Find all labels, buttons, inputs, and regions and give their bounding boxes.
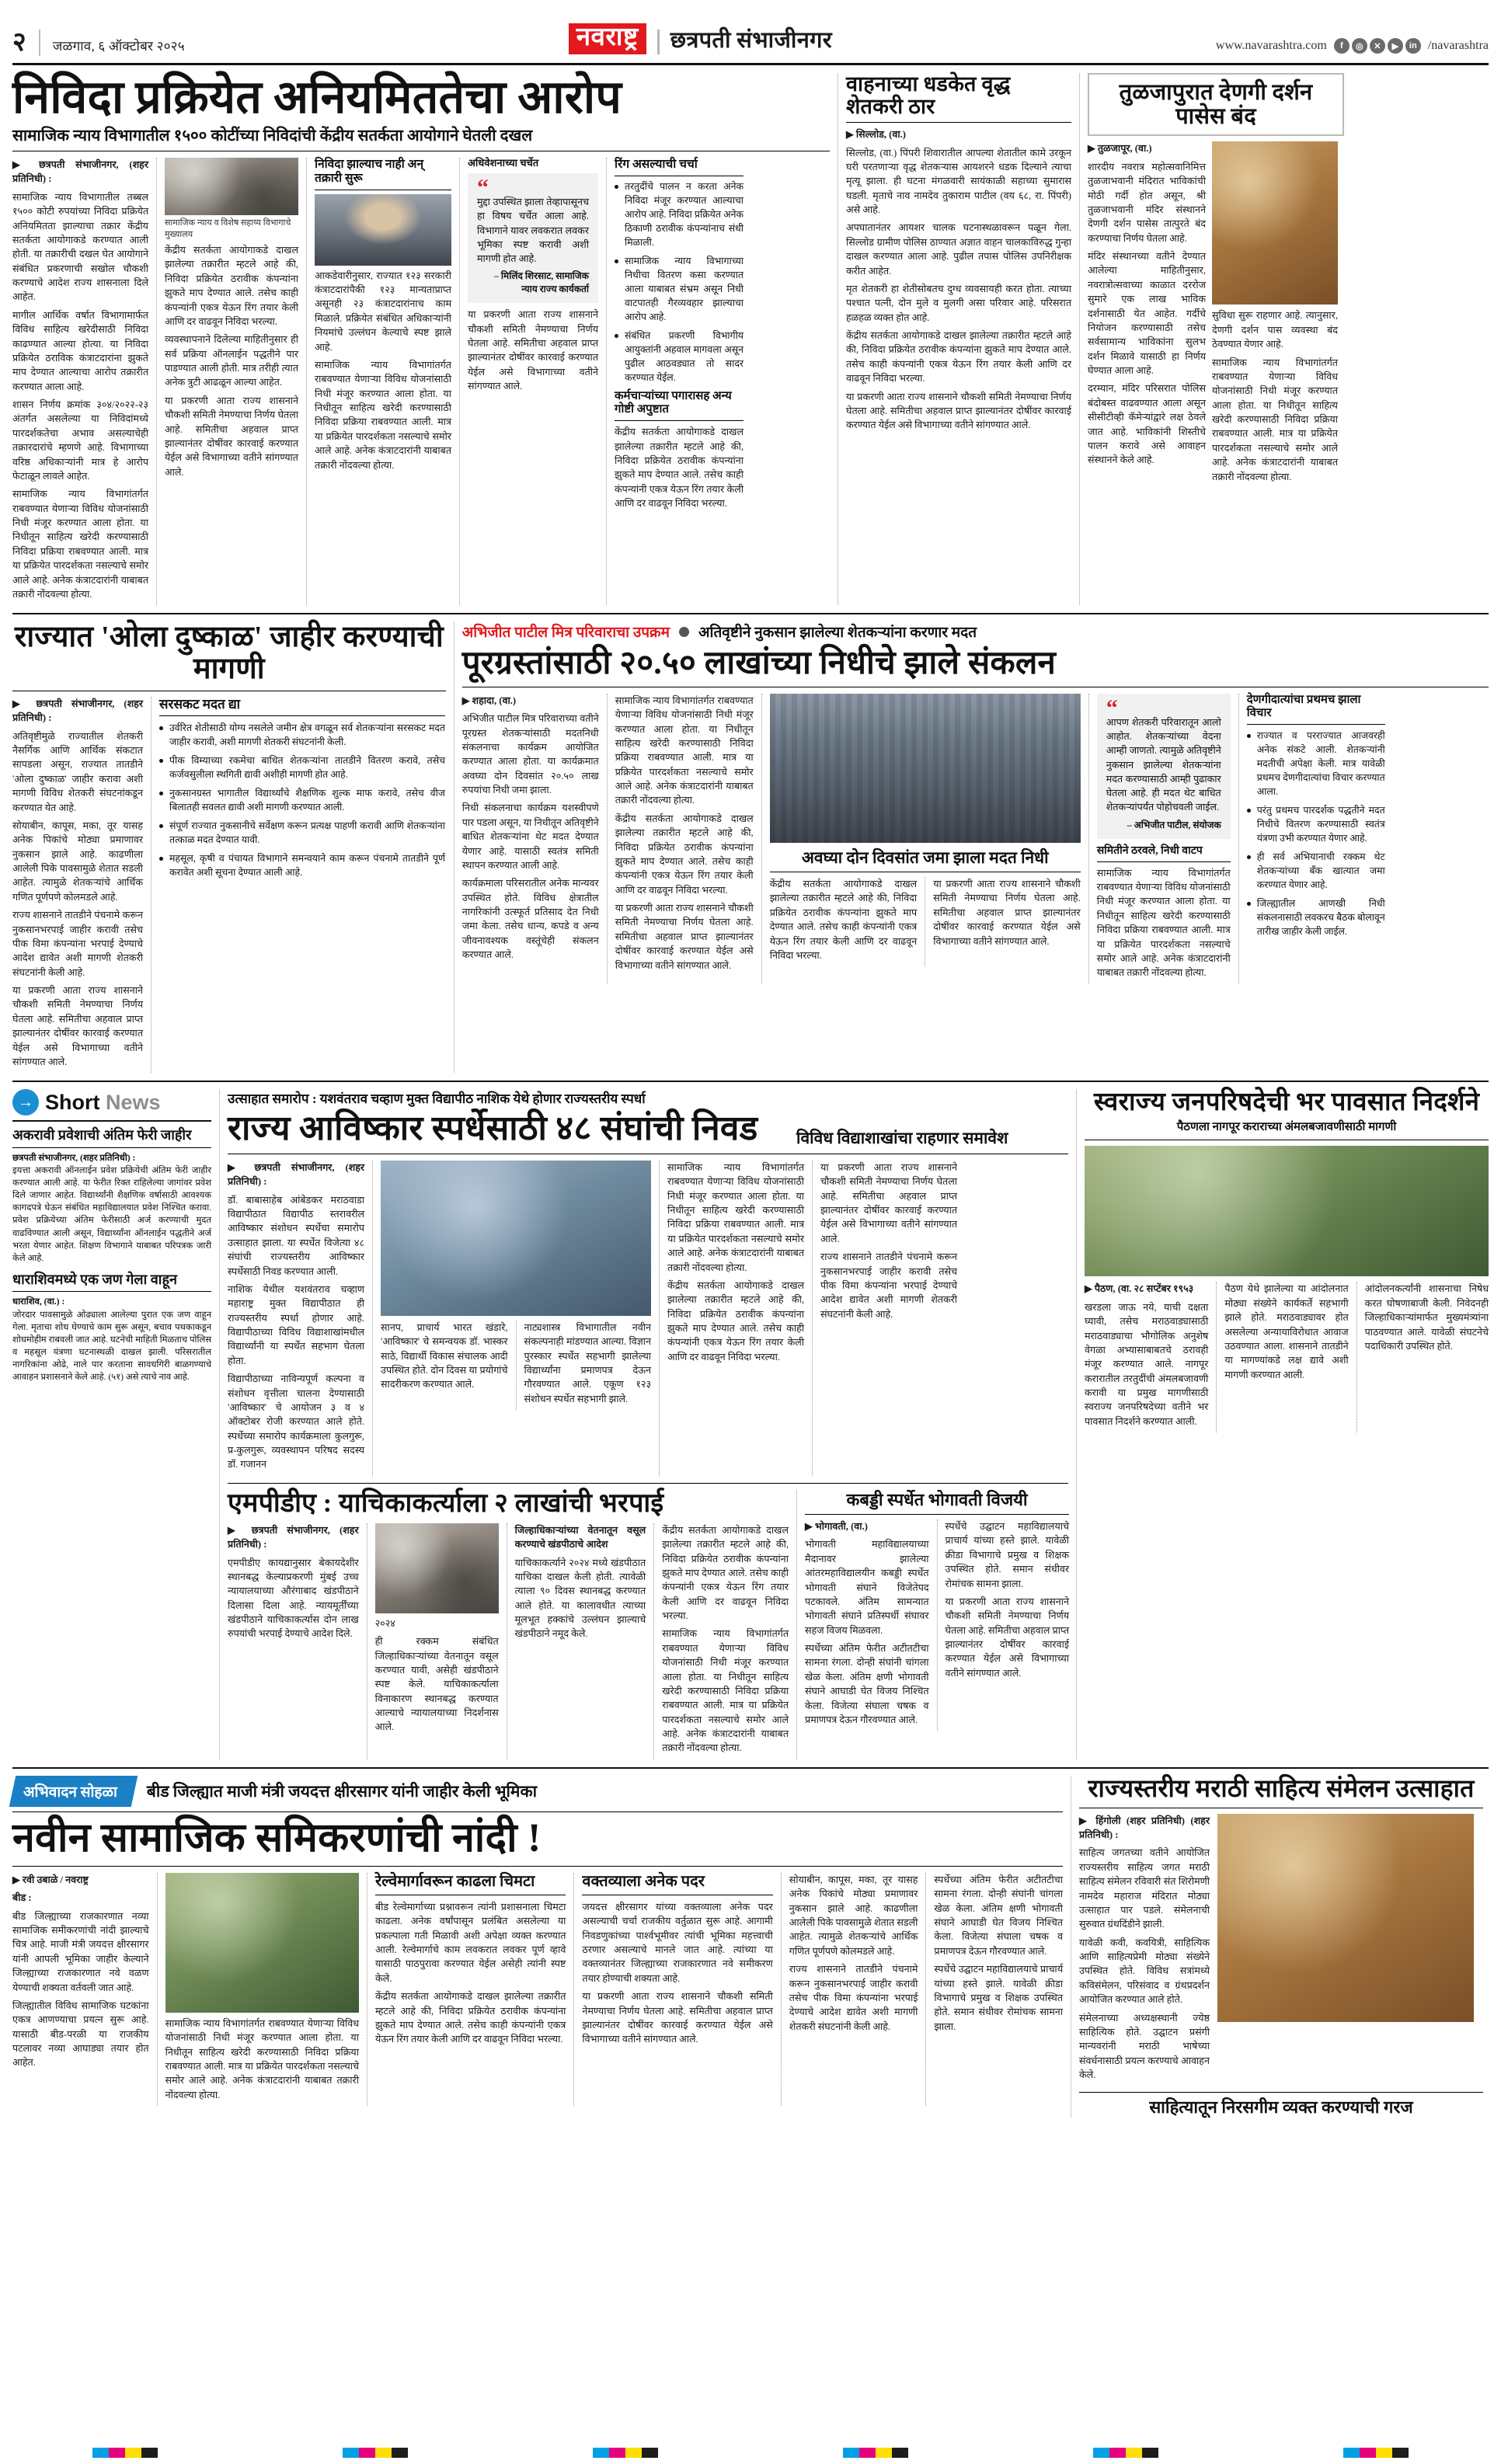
mpda-col4-a: केंद्रीय सतर्कता आयोगाकडे दाखल झालेल्या तक्रारीत म्हटले आहे की, निविदा प्रक्रियेत ठरावीक कंपन्यांना झुकते माप देण्यात आले. तसेच काही कंपन्यांनी एकत्र येऊन रिंग तयार केली आणि दर वाढवून निविदा भरल्या. xyxy=(662,1524,789,1622)
linkedin-icon[interactable]: in xyxy=(1405,38,1421,54)
color-bar-group-1 xyxy=(92,2448,158,2458)
abhivadan-col-4 xyxy=(582,1873,772,2106)
flood-col2-b: केंद्रीय सतर्कता आयोगाकडे दाखल झालेल्या तक्रारीत म्हटले आहे की, निविदा प्रक्रियेत ठरावीक कंपन्यांना झुकते माप देण्यात आले. तसेच काही कंपन्यांनी एकत्र येऊन रिंग तयार केली आणि दर वाढवून निविदा भरल्या. xyxy=(615,813,754,896)
flood-col3-a: केंद्रीय सतर्कता आयोगाकडे दाखल झालेल्या तक्रारीत म्हटले आहे की, निविदा प्रक्रियेत ठरावीक कंपन्यांना झुकते माप देण्यात आले. तसेच काही कंपन्यांनी एकत्र येऊन रिंग तयार केली आणि दर वाढवून निविदा भरल्या. xyxy=(769,879,918,961)
color-bar-group-6 xyxy=(1343,2448,1409,2458)
avishkar-photo xyxy=(381,1161,651,1316)
swarajya-headline: स्वराज्य जनपरिषदेची भर पावसात निदर्शने xyxy=(1093,1088,1480,1117)
flood-kicker-black: अतिवृष्टीने नुकसान झालेल्या शेतकऱ्यांना करणार मदत xyxy=(698,625,977,642)
facebook-icon[interactable]: f xyxy=(1334,38,1350,54)
kicker-dot-icon xyxy=(679,627,689,637)
mpda-photo xyxy=(375,1523,499,1613)
avishkar-col-2 xyxy=(381,1161,651,1476)
sahitya-photo xyxy=(1217,1814,1474,2022)
swarajya-body-3: आंदोलनकर्त्यांनी शासनाचा निषेध करत घोषणाबाजी केली. निवेदनही जिल्हाधिकाऱ्यांमार्फत मुख्यमंत्र्यांना पाठवण्यात आले. यावेळी संघटनेचे पदाधिकारी उपस्थित होते. xyxy=(1364,1283,1489,1352)
kabaddi-body-4: या प्रकरणी आता राज्य शासनाने चौकशी समिती नेमण्याचा निर्णय घेतला आहे. समितीचा अहवाल प्राप्त झाल्यानंतर दोषींवर कारवाई करण्यात येईल असे विभागाच्या वतीने सांगण्यात आले. xyxy=(945,1596,1070,1679)
masthead-divider xyxy=(39,30,40,56)
lead-col5-text: केंद्रीय सतर्कता आयोगाकडे दाखल झालेल्या तक्रारीत म्हटले आहे की, निविदा प्रक्रियेत ठरावीक कंपन्यांना झुकते माप देण्यात आले. तसेच काही कंपन्यांनी एकत्र येऊन रिंग तयार केली आणि दर वाढवून निविदा भरल्या. xyxy=(615,426,744,510)
wet-drought-body-2: सोयाबीन, कापूस, मका, तूर यासह अनेक पिकांचे मोठ्या प्रमाणावर नुकसान झाले आहे. काढणीला आलेली पिके पावसामुळे शेतात सडली आहेत. त्यामुळे शेतकऱ्यांचे आर्थिक गणित पूर्णपणे कोलमडले आहे. xyxy=(12,820,143,903)
swarajya-col-3 xyxy=(1365,1282,1489,1432)
abhivadan-sub-1: रेल्वेमार्गावरून काढला चिमटा xyxy=(374,1872,535,1890)
swarajya-story xyxy=(1085,1089,1489,1759)
flood-photo-caption: अवघ्या दोन दिवसांत जमा झाला मदत निधी xyxy=(801,847,1049,867)
mpda-col-4 xyxy=(662,1523,789,1759)
short-news-flag xyxy=(12,1089,211,1115)
lead-col2-text: केंद्रीय सतर्कता आयोगाकडे दाखल झालेल्या तक्रारीत म्हटले आहे की, निविदा प्रक्रियेत ठरावीक कंपन्यांना झुकते माप देण्यात आले. तसेच काही कंपन्यांनी एकत्र येऊन रिंग तयार केली आणि दर वाढवून निविदा भरल्या. xyxy=(165,245,298,327)
flood-col2-a: सामाजिक न्याय विभागांतर्गत राबवण्यात येणाऱ्या विविध योजनांसाठी निधी मंजूर करण्यात आला होता. या निधीतून साहित्य खरेदी करण्यासाठी निविदा प्रक्रिया राबवण्यात आली. मात्र या प्रक्रियेत पारदर्शकता नसल्याचे समोर आले आहे. अनेक कंत्राटदारांनी याबाबत तक्रारी नोंदवल्या होत्या. xyxy=(615,694,754,806)
top-mid-body-5: या प्रकरणी आता राज्य शासनाने चौकशी समिती नेमण्याचा निर्णय घेतला आहे. समितीचा अहवाल प्राप्त झाल्यानंतर दोषींवर कारवाई करण्यात येईल असे विभागाच्या वतीने सांगण्यात आले. xyxy=(846,391,1071,431)
lead-photo-caption: सामाजिक न्याय व विशेष सहाय्य विभागाचे मुख्यालय xyxy=(165,218,291,240)
top-right-photo xyxy=(1212,141,1338,305)
avishkar-col-3 xyxy=(667,1161,804,1476)
abhivadan-col6-b: स्पर्धेचे उद्घाटन महाविद्यालयाचे प्राचार्य यांच्या हस्ते झाले. यावेळी क्रीडा विभागाचे प्रमुख व शिक्षक उपस्थित होते. समान संधीवर रोमांचक सामना झाला. xyxy=(934,1964,1064,2032)
short-news-text-1: इयत्ता अकरावी ऑनलाईन प्रवेश प्रक्रियेची अंतिम फेरी जाहीर करण्यात आली आहे. या फेरीत रिक्त राहिलेल्या जागांवर प्रवेश दिले जाणार आहेत. विद्यार्थ्यांनी शैक्षणिक वर्षासाठी आवश्यक कागदपत्रे घेऊन संबंधित महाविद्यालयात प्रवेश निश्चित करावा. प्रवेश प्रक्रियेच्या अंतिम फेरीसाठी अर्ज करण्याची मुदत वाढविण्यात आली असून, विद्यार्थ्यांना ऑनलाईन पद्धतीने अर्ज भरता येणार आहेत. शिक्षण विभागाने याबाबत परिपत्रक जारी केले आहे. xyxy=(12,1166,212,1263)
mpda-col-2 xyxy=(375,1523,499,1759)
lead-column-2 xyxy=(165,158,298,605)
lead-subhead-4: अधिवेशनाच्या चर्चेत xyxy=(468,157,539,169)
mpda-col-3 xyxy=(515,1523,646,1759)
lead-body-3: शासन निर्णय क्रमांक ३०४/२०२२-२३ अंतर्गत असलेल्या या निविदांमध्ये पारदर्शकतेचा अभाव असल्याचेही तक्रारदारांचे म्हणणे आहे. विभागाच्या वरिष्ठ अधिकाऱ्यांनी मात्र हे आरोप फेटाळून लावले आहेत. xyxy=(12,399,148,482)
top-mid-body-2: अपघातानंतर आयशर चालक घटनास्थळावरून पळून गेला. सिल्लोड ग्रामीण पोलिस ठाण्यात अज्ञात वाहन चालकाविरुद्ध गुन्हा दाखल करण्यात आला आहे. पुढील तपास पोलिस उपनिरीक्षक करीत आहेत. xyxy=(846,222,1071,277)
avishkar-byline: ▶ छत्रपती संभाजीनगर, (शहर प्रतिनिधी) : xyxy=(228,1161,365,1188)
wet-drought-byline: ▶ छत्रपती संभाजीनगर, (शहर प्रतिनिधी) : xyxy=(12,698,143,724)
avishkar-col4-a: या प्रकरणी आता राज्य शासनाने चौकशी समिती नेमण्याचा निर्णय घेतला आहे. समितीचा अहवाल प्राप्त झाल्यानंतर दोषींवर कारवाई करण्यात येईल असे विभागाच्या वतीने सांगण्यात आले. xyxy=(820,1161,958,1244)
edition-name: छत्रपती संभाजीनगर xyxy=(670,28,832,53)
quote-mark-icon-2: “ xyxy=(1106,694,1118,721)
lead-ring-bullet-2: सामाजिक न्याय विभागाच्या निधीचा वितरण कसा करण्यात आला याबाबत संभ्रम असून निधी वाटपातही गैरव्यवहार झाल्याचा आरोप आहे. xyxy=(615,255,744,325)
avishkar-col3-a: सामाजिक न्याय विभागांतर्गत राबवण्यात येणाऱ्या विविध योजनांसाठी निधी मंजूर करण्यात आला होता. या निधीतून साहित्य खरेदी करण्यासाठी निविदा प्रक्रिया राबवण्यात आली. मात्र या प्रक्रियेत पारदर्शकता नसल्याचे समोर आले आहे. अनेक कंत्राटदारांनी याबाबत तक्रारी नोंदवल्या होत्या. xyxy=(667,1161,805,1273)
mpda-story xyxy=(228,1490,789,1759)
swarajya-col-1 xyxy=(1085,1282,1208,1432)
social-icons xyxy=(1334,38,1421,54)
avishkar-body-1: डॉ. बाबासाहेब आंबेडकर मराठवाडा विद्यापीठात विद्यापीठ स्तरावरील आविष्कार संशोधन स्पर्धेचा समारोप उत्साहात झाला. या स्पर्धेत विजेत्या ४८ संघांची राज्यस्तरीय आविष्कार स्पर्धेसाठी निवड करण्यात आली. xyxy=(228,1194,365,1277)
middle-section xyxy=(12,621,1489,1073)
top-right-headline: तुळजापुरात देणगी दर्शन पासेस बंद xyxy=(1119,80,1313,129)
mpda-photo-caption: २०२४ xyxy=(374,1617,395,1629)
top-right-body-4: सामाजिक न्याय विभागांतर्गत राबवण्यात येणाऱ्या विविध योजनांसाठी निधी मंजूर करण्यात आला होता. या निधीतून साहित्य खरेदी करण्यासाठी निविदा प्रक्रिया राबवण्यात आली. मात्र या प्रक्रियेत पारदर्शकता नसल्याचे समोर आले आहे. अनेक कंत्राटदारांनी याबाबत तक्रारी नोंदवल्या होत्या. xyxy=(1212,357,1338,482)
wet-drought-subhead: सरसकट मदत द्या xyxy=(159,696,241,712)
lead-portrait-photo xyxy=(315,194,451,266)
swarajya-col-2 xyxy=(1224,1282,1348,1432)
abhivadan-body-1: बीड जिल्ह्याच्या राजकारणात नव्या सामाजिक समीकरणांची नांदी झाल्याचे चित्र आहे. माजी मंत्री जयदत्त क्षीरसागर यांनी आपली भूमिका जाहीर केल्याने जिल्ह्याच्या राजकारणात नवे वळण येण्याची शक्यता वर्तवली जात आहे. xyxy=(12,1910,149,1993)
top-right-caption: सुविधा सुरू राहणार आहे. त्यानुसार, देणगी दर्शन पास व्यवस्था बंद ठेवण्यात येणार आहे. xyxy=(1212,310,1338,350)
kabaddi-headline: कबड्डी स्पर्धेत भोगावती विजयी xyxy=(846,1489,1028,1509)
sahitya-col-1 xyxy=(1079,1814,1210,2086)
wet-drought-col-2 xyxy=(159,697,445,1073)
flood-col-5 xyxy=(1247,694,1385,984)
flood-sub1-bullet-3: ही सर्व अभियानाची रक्कम थेट शेतकऱ्यांच्या बँक खात्यात जमा करण्यात येणार आहे. xyxy=(1247,851,1385,893)
flood-sub1-bullets xyxy=(1247,729,1385,939)
top-right-body-3: दरम्यान, मंदिर परिसरात पोलिस बंदोबस्त वाढवण्यात आला असून सीसीटीव्ही कॅमेऱ्यांद्वारे लक्ष ठेवले जात आहे. भाविकांनी शिस्तीचे पालन करावे असे आवाहन संस्थानने केले आहे. xyxy=(1088,383,1206,466)
short-news-column xyxy=(12,1089,211,1759)
abhivadan-badge-label: अभिवादन सोहळा xyxy=(23,1784,117,1801)
section-rule-2 xyxy=(12,1081,1489,1082)
flood-photo xyxy=(770,694,1081,843)
wet-drought-col-1 xyxy=(12,697,143,1073)
flood-sub1-bullet-1: राज्यात व परराज्यात आजवरही अनेक संकटे आली. शेतकऱ्यांनी मदतीची अपेक्षा केली. मात्र यावेळी प्रथमच देणगीदात्यांचा विचार करण्यात आला. xyxy=(1247,729,1385,799)
top-right-col-2 xyxy=(1212,141,1338,488)
lead-column-5 xyxy=(615,158,744,605)
lead-ring-bullet-3: संबंधित प्रकरणी विभागीय आयुक्तांनी अहवाल मागवला असून पुढील आठवड्यात तो सादर करण्यात येईल. xyxy=(615,329,744,385)
social-handle[interactable]: /navarashtra xyxy=(1427,39,1489,52)
abhivadan-badge xyxy=(9,1776,138,1807)
wet-drought-body-4: या प्रकरणी आता राज्य शासनाने चौकशी समिती नेमण्याचा निर्णय घेतला आहे. समितीचा अहवाल प्राप्त झाल्यानंतर दोषींवर कारवाई करण्यात येईल असे विभागाच्या वतीने सांगण्यात आले. xyxy=(12,985,143,1067)
third-vertical-rule-1 xyxy=(219,1089,220,1759)
x-twitter-icon[interactable]: ✕ xyxy=(1370,38,1385,54)
kabaddi-byline: ▶ भोगावती, (वा.) xyxy=(805,1521,868,1533)
wet-drought-bullets xyxy=(159,722,445,880)
flood-kicker-red: अभिजीत पाटील मित्र परिवाराचा उपक्रम xyxy=(461,625,670,642)
masthead-left xyxy=(12,30,185,56)
lead-subtext-1b: सामाजिक न्याय विभागांतर्गत राबवण्यात येणाऱ्या विविध योजनांसाठी निधी मंजूर करण्यात आला होता. या निधीतून साहित्य खरेदी करण्यासाठी निविदा प्रक्रिया राबवण्यात आली. मात्र या प्रक्रियेत पारदर्शकता नसल्याचे समोर आले आहे. अनेक कंत्राटदारांनी याबाबत तक्रारी नोंदवल्या होत्या. xyxy=(315,359,451,471)
abhivadan-story xyxy=(12,1776,1063,2118)
swarajya-body-2: पैठण येथे झालेल्या या आंदोलनात मोठ्या संख्येने कार्यकर्ते सहभागी झाले होते. मराठवाड्यावर होत असलेल्या अन्यायाविरोधात आवाज उठवण्यात आला. शासनाने तातडीने या मागण्यांकडे लक्ष द्यावे अशी मागणी करण्यात आली. xyxy=(1224,1283,1349,1380)
flood-sub2: समितीने ठरवले, निधी वाटप xyxy=(1096,844,1203,857)
short-news-head-1: अकरावी प्रवेशाची अंतिम फेरी जाहीर xyxy=(12,1127,192,1143)
flood-body-3: कार्यक्रमाला परिसरातील अनेक मान्यवर उपस्थित होते. विविध क्षेत्रातील नागरिकांनी उत्स्फूर्त प्रतिसाद देत निधी जमा केला. तसेच धान्य, कपडे व अन्य जीवनावश्यक वस्तूंचेही संकलन करण्यात आले. xyxy=(461,878,599,961)
short-news-byline-2: धाराशिव, (वा.) : xyxy=(12,1297,65,1307)
avishkar-story xyxy=(228,1089,1068,1759)
mpda-sub: जिल्हाधिकाऱ्यांच्या वेतनातून वसूल करण्याचे खंडपीठाचे आदेश xyxy=(514,1524,646,1550)
wet-drought-headline: राज्यात 'ओला दुष्काळ' जाहीर करण्याची मागणी xyxy=(14,621,444,685)
short-news-byline-1: छत्रपती संभाजीनगर, (शहर प्रतिनिधी) : xyxy=(12,1153,136,1163)
avishkar-headline: राज्य आविष्कार स्पर्धेसाठी ४८ संघांची निवड xyxy=(228,1109,758,1148)
avishkar-body-5: नाट्यशास्त्र विभागातील नवीन संकल्पनाही मांडण्यात आल्या. विज्ञान पुरस्कार स्पर्धेत सहभागी झालेल्या विद्यार्थ्यांना प्रमाणपत्र देऊन गौरवण्यात आले. एकूण १२३ संशोधन स्पर्धेत सहभागी झाले. xyxy=(524,1321,652,1404)
masthead-right xyxy=(1216,38,1489,56)
lead-col1-extra: सामाजिक न्याय विभागांतर्गत राबवण्यात येणाऱ्या विविध योजनांसाठी निधी मंजूर करण्यात आला होता. या निधीतून साहित्य खरेदी करण्यासाठी निविदा प्रक्रिया राबवण्यात आली. मात्र या प्रक्रियेत पारदर्शकता नसल्याचे समोर आले आहे. अनेक कंत्राटदारांनी याबाबत तक्रारी नोंदवल्या होत्या. xyxy=(12,489,148,600)
lead-subhead-1: निविदा झाल्याच नाही अन् तक्रारी सुरू xyxy=(315,158,424,185)
top-vertical-rule-2 xyxy=(1079,73,1080,605)
abhivadan-byline: ▶ रवी उबाळे / नवराष्ट्र xyxy=(12,1874,89,1885)
wet-drought-bullet-3: नुकसानग्रस्त भागातील विद्यार्थ्यांचे शैक्षणिक शुल्क माफ करावे, तसेच वीज बिलातही सवलत द्यावी अशी मागणी करण्यात आली. xyxy=(159,787,445,815)
quote-mark-icon: “ xyxy=(477,175,489,201)
sahitya-footer-head: साहित्यातून निरसगीम व्यक्त करण्याची गरज xyxy=(1149,2097,1413,2118)
mpda-body-2: ही रक्कम संबंधित जिल्हाधिकाऱ्यांच्या वेतनातून वसूल करण्यात यावी, असेही खंडपीठाने स्पष्ट केले. याचिकाकर्त्याला विनाकारण स्थानबद्ध करण्यात आल्याचे न्यायालयाच्या निदर्शनास आले. xyxy=(374,1636,499,1733)
color-bar-group-2 xyxy=(343,2448,408,2458)
kabaddi-col-2 xyxy=(946,1519,1070,1731)
lead-strap: सामाजिक न्याय विभागातील १५०० कोटींच्या निविदांची केंद्रीय सतर्कता आयोगाने घेतली दखल xyxy=(12,127,533,144)
lead-byline: ▶ छत्रपती संभाजीनगर, (शहर प्रतिनिधी) : xyxy=(12,159,148,185)
sahitya-body-2: यावेळी कवी, कवयित्री, साहित्यिक आणि साहित्यप्रेमी मोठ्या संख्येने उपस्थित होते. विविध सत्रांमध्ये कविसंमेलन, परिसंवाद व ग्रंथप्रदर्शन आयोजित करण्यात आले होते. xyxy=(1079,1937,1210,2006)
mpda-body-3: याचिकाकर्त्याने २०२४ मध्ये खंडपीठात याचिका दाखल केली होती. त्यावेळी त्याला ९० दिवस स्थानबद्ध करण्यात आले होते. या कालावधीत त्याच्या मूलभूत हक्कांचे उल्लंघन झाल्याचे खंडपीठाने नमूद केले. xyxy=(514,1557,646,1640)
avishkar-col-1 xyxy=(228,1161,364,1476)
abhivadan-col4-extra: या प्रकरणी आता राज्य शासनाने चौकशी समिती नेमण्याचा निर्णय घेतला आहे. समितीचा अहवाल प्राप्त झाल्यानंतर दोषींवर कारवाई करण्यात येईल असे विभागाच्या वतीने सांगण्यात आले. xyxy=(582,1991,773,2045)
color-bar-group-4 xyxy=(843,2448,908,2458)
flood-quote-text: आपण शेतकरी परिवारातून आलो आहोत. शेतकऱ्यांच्या वेदना आम्ही जाणतो. त्यामुळे अतिवृष्टीने नुकसान झालेल्या शेतकऱ्यांना मदत करण्यासाठी आम्ही पुढाकार घेतला आहे. ही मदत थेट बाधित शेतकऱ्यांपर्यंत पोहोचवली जाईल. xyxy=(1106,716,1221,813)
wet-drought-bullet-1: उर्वरित शेतीसाठी योग्य नसलेले जमीन क्षेत्र वगळून सर्व शेतकऱ्यांना सरसकट मदत जाहीर करावी, अशी मागणी शेतकरी संघटनांनी केली. xyxy=(159,722,445,750)
flood-sub1: देणगीदात्यांचा प्रथमच झाला विचार xyxy=(1246,693,1361,720)
kabaddi-body-3: स्पर्धेचे उद्घाटन महाविद्यालयाचे प्राचार्य यांच्या हस्ते झाले. यावेळी क्रीडा विभागाचे प्रमुख व शिक्षक उपस्थित होते. समान संधीवर रोमांचक सामना झाला. xyxy=(945,1521,1070,1589)
short-news-head-2: धाराशिवमध्ये एक जण गेला वाहून xyxy=(12,1271,178,1287)
dateline: जळगाव, ६ ऑक्टोबर २०२५ xyxy=(52,39,185,54)
flood-sub1-bullet-4: जिल्ह्यातील आणखी निधी संकलनासाठी लवकरच बैठक बोलावून तारीख जाहीर केली जाईल. xyxy=(1247,897,1385,939)
lead-col4-text: या प्रकरणी आता राज्य शासनाने चौकशी समिती नेमण्याचा निर्णय घेतला आहे. समितीचा अहवाल प्राप्त झाल्यानंतर दोषींवर कारवाई करण्यात येईल असे विभागाच्या वतीने सांगण्यात आले. xyxy=(468,309,598,392)
abhivadan-col-6 xyxy=(934,1873,1063,2106)
flood-col3-b: या प्रकरणी आता राज्य शासनाने चौकशी समिती नेमण्याचा निर्णय घेतला आहे. समितीचा अहवाल प्राप्त झाल्यानंतर दोषींवर कारवाई करण्यात येईल असे विभागाच्या वतीने सांगण्यात आले. xyxy=(933,879,1081,947)
brand-separator xyxy=(657,30,660,54)
flood-body-2: निधी संकलनाचा कार्यक्रम यशस्वीपणे पार पडला असून, या निधीतून अतिवृष्टीने बाधित शेतकऱ्यांना थेट मदत देण्यात येणार आहे. यासाठी स्वतंत्र समिती स्थापन करण्यात आली आहे. xyxy=(461,802,599,871)
lead-quote-attr: – मिलिंद शिरसाट, सामाजिक न्याय राज्य कार्यकर्ता xyxy=(493,270,589,295)
flood-headline: पूरग्रस्तांसाठी २०.५० लाखांच्या निधीचे झाले संकलन xyxy=(461,646,1057,682)
lead-quote-box xyxy=(468,173,598,303)
top-section xyxy=(12,73,1489,605)
bottom-section xyxy=(12,1773,1489,2118)
lead-column-3 xyxy=(315,158,451,605)
short-news-body-2 xyxy=(12,1296,211,1383)
sahitya-story xyxy=(1079,1773,1483,2118)
abhivadan-byline-2: बीड : xyxy=(12,1892,32,1904)
flood-col-4 xyxy=(1097,694,1231,984)
lead-column-1 xyxy=(12,158,148,605)
top-mid-body xyxy=(846,127,1071,433)
lead-subhead-3: कर्मचाऱ्यांच्या पगारासह अन्य गोष्टी अपुष्टात xyxy=(615,389,732,416)
section-rule-3 xyxy=(12,1767,1489,1769)
mpda-byline: ▶ छत्रपती संभाजीनगर, (शहर प्रतिनिधी) : xyxy=(228,1524,359,1550)
wet-drought-body-1: अतिवृष्टीमुळे राज्यातील शेतकरी नैसर्गिक आणि आर्थिक संकटात सापडला असून, राज्यात तातडीने 'ओला दुष्काळ' जाहीर करावा अशी मागणी विविध शेतकरी संघटनांकडून करण्यात येत आहे. xyxy=(12,730,143,813)
website-url[interactable]: www.navarashtra.com xyxy=(1215,39,1327,52)
abhivadan-sub1-body: बीड रेल्वेमार्गाच्या प्रश्नावरून त्यांनी प्रशासनाला चिमटा काढला. अनेक वर्षांपासून प्रलंबित असलेल्या या प्रकल्पाला गती मिळावी अशी अपेक्षा व्यक्त करण्यात आली. रेल्वेमार्गाचे काम लवकरात लवकर पूर्ण व्हावे यासाठी पाठपुरावा करण्यात येईल असेही त्यांनी स्पष्ट केले. xyxy=(374,1901,566,1984)
color-registration-bars xyxy=(0,2448,1501,2458)
sahitya-col-2 xyxy=(1217,1814,1474,2086)
sahitya-body-1: साहित्य जगतच्या वतीने आयोजित राज्यस्तरीय साहित्य जगत मराठी साहित्य संमेलन रविवारी संत शिरोमणी नामदेव महाराज मंदिरात मोठ्या उत्साहात पार पडले. संमेलनाची सुरुवात ग्रंथदिंडीने झाली. xyxy=(1079,1847,1210,1930)
lead-story xyxy=(12,73,830,605)
mpda-col-1 xyxy=(228,1523,359,1759)
masthead-center xyxy=(185,23,1216,56)
page-number: २ xyxy=(12,28,26,57)
top-right-story xyxy=(1088,73,1344,605)
top-mid-body-4: केंद्रीय सतर्कता आयोगाकडे दाखल झालेल्या तक्रारीत म्हटले आहे की, निविदा प्रक्रियेत ठरावीक कंपन्यांना झुकते माप देण्यात आले. तसेच काही कंपन्यांनी एकत्र येऊन रिंग तयार केली आणि दर वाढवून निविदा भरल्या. xyxy=(846,330,1071,385)
short-news-body-1 xyxy=(12,1152,211,1265)
lead-ring-bullet-1: तरतुदींचे पालन न करता अनेक निविदा मंजूर करण्यात आल्याचा आरोप आहे. निविदा प्रक्रियेत अनेक ठिकाणी ठरावीक कंपन्यांनाच संधी मिळाली. xyxy=(615,180,744,250)
kabaddi-body-1: भोगावती महाविद्यालयाच्या मैदानावर झालेल्या आंतरमहाविद्यालयीन कबड्डी स्पर्धेत भोगावती संघाने विजेतेपद पटकावले. अंतिम सामन्यात भोगावती संघाने प्रतिस्पर्धी संघावर सहज विजय मिळवला. xyxy=(805,1539,929,1636)
abhivadan-body-2: जिल्ह्यातील विविध सामाजिक घटकांना एकत्र आणण्याचा प्रयत्न सुरू आहे. यासाठी बीड-परळी या राजकीय पटलावर नव्या आघाड्या तयार होत आहेत. xyxy=(12,1999,149,2069)
sahitya-body-3: संमेलनाच्या अध्यक्षस्थानी ज्येष्ठ साहित्यिक होते. उद्घाटन प्रसंगी मान्यवरांनी मराठी भाषेच्या संवर्धनासाठी प्रयत्न करण्याचे आवाहन केले. xyxy=(1079,2012,1210,2081)
flood-col-2 xyxy=(615,694,754,984)
flood-col2-c: या प्रकरणी आता राज्य शासनाने चौकशी समिती नेमण्याचा निर्णय घेतला आहे. समितीचा अहवाल प्राप्त झाल्यानंतर दोषींवर कारवाई करण्यात येईल असे विभागाच्या वतीने सांगण्यात आले. xyxy=(615,903,754,971)
abhivadan-sub2-body: जयदत्त क्षीरसागर यांच्या वक्तव्याला अनेक पदर असल्याची चर्चा राजकीय वर्तुळात सुरू आहे. आगामी निवडणुकांच्या पार्श्वभूमीवर त्यांची भूमिका महत्त्वाची ठरणार असल्याचे मानले जात आहे. त्यांच्या या वक्तव्यानंतर जिल्ह्याच्या राजकारणात नवे समीकरण तयार होण्याची शक्यता आहे. xyxy=(582,1901,773,1984)
flood-body-1: अभिजीत पाटील मित्र परिवाराच्या वतीने पूरग्रस्त शेतकऱ्यांसाठी मदतनिधी संकलनाचा कार्यक्रम आयोजित करण्यात आला होता. या कार्यक्रमात अवघ्या दोन दिवसांत २०.५० लाख रुपयांचा निधी जमा झाला. xyxy=(461,713,599,796)
swarajya-byline: ▶ पैठण, (वा. २८ सप्टेंबर १९५३ xyxy=(1085,1283,1194,1295)
lead-column-4 xyxy=(468,158,598,605)
top-right-headline-box xyxy=(1088,73,1344,136)
color-bar-group-3 xyxy=(593,2448,658,2458)
third-vertical-rule-2 xyxy=(1076,1089,1077,1759)
brand-logo[interactable]: नवराष्ट्र xyxy=(569,23,646,54)
mpda-headline: एमपीडीए : याचिकाकर्त्याला २ लाखांची भरपाई xyxy=(228,1488,664,1518)
avishkar-body-4: सानप, प्राचार्य भारत खंडारे, 'आविष्कार' चे समन्वयक डॉ. भास्कर साठे, विद्यार्थी विकास संचालक आदी उपस्थित होते. दोन दिवस या प्रयोगांचे सादरीकरण करण्यात आले. xyxy=(381,1321,508,1390)
top-mid-body-1: सिल्लोड, (वा.) पिंपरी शिवारातील आपल्या शेतातील कामे उरकून घरी परतणाऱ्या वृद्ध शेतकऱ्यास आयशरने धडक दिल्याने त्याचा मृत्यू झाला. ही घटना मंगळवारी सायंकाळी सहाच्या सुमारास घडली. मृताचे नाव नामदेव तुकाराम पाटील (वय ६८, रा. पिंपरी) असे आहे. xyxy=(846,147,1071,216)
sahitya-headline: राज्यस्तरीय मराठी साहित्य संमेलन उत्साहात xyxy=(1088,1773,1475,1802)
kabaddi-col-1 xyxy=(805,1519,929,1731)
top-right-col-1 xyxy=(1088,141,1206,488)
youtube-icon[interactable]: ▶ xyxy=(1388,38,1403,54)
flood-byline: ▶ शहादा, (वा.) xyxy=(461,694,517,706)
abhivadan-col6-a: स्पर्धेच्या अंतिम फेरीत अटीतटीचा सामना रंगला. दोन्ही संघांनी चांगला खेळ केला. अंतिम क्षणी भोगावती संघाने आघाडी घेत विजय निश्चित केला. विजेत्या संघाला चषक व प्रमाणपत्र देऊन गौरवण्यात आले. xyxy=(934,1874,1064,1957)
avishkar-sub-right: विविध विद्याशाखांचा राहणार समावेश xyxy=(796,1128,1008,1147)
swarajya-photo xyxy=(1085,1146,1489,1276)
top-mid-body-3: मृत शेतकरी हा शेतीसोबतच दुग्ध व्यवसायही करत होता. त्याच्या पश्चात पत्नी, दोन मुले व मुलगी असा परिवार आहे. परिसरात हळहळ व्यक्त होत आहे. xyxy=(846,283,1071,323)
flood-col4-text: सामाजिक न्याय विभागांतर्गत राबवण्यात येणाऱ्या विविध योजनांसाठी निधी मंजूर करण्यात आला होता. या निधीतून साहित्य खरेदी करण्यासाठी निविदा प्रक्रिया राबवण्यात आली. मात्र या प्रक्रियेत पारदर्शकता नसल्याचे समोर आले आहे. अनेक कंत्राटदारांनी याबाबत तक्रारी नोंदवल्या होत्या. xyxy=(1096,867,1231,979)
lead-headline: निविदा प्रक्रियेत अनियमिततेचा आरोप xyxy=(12,71,622,123)
top-right-body-2: मंदिर संस्थानच्या वतीने देण्यात आलेल्या माहितीनुसार, नवरात्रोत्सवाच्या काळात दररोज सुमारे एक लाख भाविक दर्शनासाठी येत आहेत. गर्दीचे नियोजन करण्यासाठी तसेच सर्वसामान्य भाविकांना सुलभ दर्शन मिळावे यासाठी हा निर्णय घेण्यात आला आहे. xyxy=(1088,251,1206,377)
wet-drought-story xyxy=(12,621,446,1073)
abhivadan-headline: नवीन सामाजिक समिकरणांची नांदी ! xyxy=(12,1815,542,1860)
lead-col2-text-b: व्यवस्थापनाने दिलेल्या माहितीनुसार ही सर्व प्रक्रिया ऑनलाईन पद्धतीने पार पाडण्यात आली होती. मात्र तरीही त्यात अनेक त्रुटी आढळून आल्या आहेत. xyxy=(165,334,298,388)
avishkar-body-2: नाशिक येथील यशवंतराव चव्हाण महाराष्ट्र मुक्त विद्यापीठात ही राज्यस्तरीय स्पर्धा होणार आहे. विद्यापीठाच्या विविध विद्याशाखांमधील विद्यार्थ्यांनी या स्पर्धेत सहभाग घेतला होता. xyxy=(228,1283,365,1366)
flood-quote-box xyxy=(1097,694,1231,839)
masthead xyxy=(12,14,1489,59)
abhivadan-col-2 xyxy=(165,1873,359,2106)
abhivadan-col2-text: सामाजिक न्याय विभागांतर्गत राबवण्यात येणाऱ्या विविध योजनांसाठी निधी मंजूर करण्यात आला होता. या निधीतून साहित्य खरेदी करण्यासाठी निविदा प्रक्रिया राबवण्यात आली. मात्र या प्रक्रियेत पारदर्शकता नसल्याचे समोर आले आहे. अनेक कंत्राटदारांनी याबाबत तक्रारी नोंदवल्या होत्या. xyxy=(165,2017,359,2100)
mpda-body-1: एमपीडीए कायद्यानुसार बेकायदेशीर स्थानबद्ध केल्याप्रकरणी मुंबई उच्च न्यायालयाच्या औरंगाबाद खंडपीठाने दिलासा दिला आहे. न्यायमूर्तींच्या खंडपीठाने याचिकाकर्त्यास दोन लाख रुपयांची भरपाई देण्याचे आदेश दिले. xyxy=(228,1557,359,1640)
sahitya-byline: ▶ हिंगोली (शहर प्रतिनिधी) (शहर प्रतिनिधी) : xyxy=(1079,1815,1210,1841)
abhivadan-col-5 xyxy=(789,1873,918,2106)
flood-col-1 xyxy=(462,694,599,984)
lead-subhead-2: रिंग असल्याची चर्चा xyxy=(615,158,698,172)
lead-body-1: सामाजिक न्याय विभागातील तब्बल १५०० कोटी रुपयांच्या निविदा प्रक्रियेत अनियमितता झाल्याचा तक्रार केंद्रीय सतर्कता आयोगाकडे करण्यात आली होती. या तक्रारीची दखल घेत आयोगाने संबंधित प्रकरणाची सखोल चौकशी करण्याचे आदेश राज्य शासनाला दिले आहेत. xyxy=(12,191,148,303)
top-mid-headline: वाहनाच्या धडकेत वृद्ध शेतकरी ठार xyxy=(846,72,1011,118)
abhivadan-col5-b: राज्य शासनाने तातडीने पंचनामे करून नुकसानभरपाई जाहीर करावी तसेच पीक विमा कंपन्यांना भरपाई देण्याचे आदेश द्यावेत अशी मागणी शेतकरी संघटनांनी केली आहे. xyxy=(789,1964,918,2032)
top-right-byline: ▶ तुळजापूर, (वा.) xyxy=(1088,143,1152,155)
avishkar-col-4 xyxy=(820,1161,957,1476)
abhivadan-photo xyxy=(165,1873,359,2013)
top-middle-story xyxy=(846,73,1071,605)
color-bar-group-5 xyxy=(1093,2448,1158,2458)
abhivadan-col-3 xyxy=(375,1873,566,2106)
avishkar-col3-b: केंद्रीय सतर्कता आयोगाकडे दाखल झालेल्या तक्रारीत म्हटले आहे की, निविदा प्रक्रियेत ठरावीक कंपन्यांना झुकते माप देण्यात आले. तसेच काही कंपन्यांनी एकत्र येऊन रिंग तयार केली आणि दर वाढवून निविदा भरल्या. xyxy=(667,1279,805,1363)
wet-drought-bullet-5: महसूल, कृषी व पंचायत विभागाने समन्वयाने काम करून पंचनामे तातडीने पूर्ण करावेत अशी सूचना देण्यात आली आहे. xyxy=(159,852,445,880)
lead-ring-bullets xyxy=(615,180,744,385)
wet-drought-body-3: राज्य शासनाने तातडीने पंचनामे करून नुकसानभरपाई जाहीर करावी तसेच पीक विमा कंपन्यांना भरपाई देण्याचे आदेश द्यावेत अशी मागणी शेतकरी संघटनांनी केली आहे. xyxy=(12,910,143,978)
top-right-body-1: शारदीय नवरात्र महोत्सवानिमित्त तुळजाभवानी मंदिरात भाविकांची मोठी गर्दी होत असून, श्री तुळजाभवानी मंदिर संस्थानने देणगी दर्शन पासेस तात्पुरते बंद करण्याचा निर्णय घेतला आहे. xyxy=(1088,161,1206,244)
flood-quote-attr: – अभिजीत पाटील, संयोजक xyxy=(1127,819,1221,830)
abhivadan-col5-a: सोयाबीन, कापूस, मका, तूर यासह अनेक पिकांचे मोठ्या प्रमाणावर नुकसान झाले आहे. काढणीला आलेली पिके पावसामुळे शेतात सडली आहेत. त्यामुळे शेतकऱ्यांचे आर्थिक गणित पूर्णपणे कोलमडले आहे. xyxy=(789,1874,918,1957)
short-news-text-2: जोरदार पावसामुळे ओढ्याला आलेल्या पुरात एक जण वाहून गेला. मृताचा शोध घेण्याचे काम सुरू असून, बचाव पथकाकडून शोधमोहीम राबवली जात आहे. घटनेची माहिती मिळताच पोलिस व महसूल यंत्रणा घटनास्थळी दाखल झाली. परिसरातील नागरिकांना ओढे, नाले पार करताना सावधगिरी बाळगण्याचे आवाहन प्रशासनाने केले आहे. (५१) असे त्याचे नाव आहे. xyxy=(12,1310,212,1383)
swarajya-body-1: खरडला जाऊ नये, याची दक्षता घ्यावी, तसेच मराठवाड्यासाठी मराठवाड्याचा भौगोलिक अनुशेष वेगळा अभ्यासाबाबतचे ठरावही मंजूर करण्यात आले. नागपूर करारातील तरतुदींची अंमलबजावणी करावी या प्रमुख मागणीसाठी स्वराज्य जनपरिषदेच्या वतीने भर पावसात निदर्शने करण्यात आली. xyxy=(1085,1301,1209,1427)
lead-photo xyxy=(165,158,298,215)
kabaddi-body-2: स्पर्धेच्या अंतिम फेरीत अटीतटीचा सामना रंगला. दोन्ही संघांनी चांगला खेळ केला. अंतिम क्षणी भोगावती संघाने आघाडी घेत विजय निश्चित केला. विजेत्या संघाला चषक व प्रमाणपत्र देऊन गौरवण्यात आले. xyxy=(805,1643,929,1725)
kabaddi-story xyxy=(805,1490,1069,1759)
lead-quote-text: मुद्दा उपस्थित झाला तेव्हापासूनच हा विषय चर्चेत आला आहे. विभागाने यावर लवकरात लवकर भूमिका स्पष्ट करावी अशी मागणी होत आहे. xyxy=(477,197,589,265)
flood-col-3 xyxy=(770,694,1081,984)
lead-body-2: मागील आर्थिक वर्षात विभागामार्फत विविध साहित्य खरेदीसाठी निविदा काढण्यात आल्या होत्या. या निविदा प्रक्रियेत ठराविक कंत्राटदारांना झुकते माप देण्यात आल्याचा आरोप तक्रारीत करण्यात आला आहे. xyxy=(12,309,148,392)
masthead-rule xyxy=(12,63,1489,65)
third-section xyxy=(12,1089,1489,1759)
short-news-title-2: News xyxy=(106,1090,161,1114)
avishkar-body-3: विद्यापीठाच्या नाविन्यपूर्ण कल्पना व संशोधन वृत्तीला चालना देण्यासाठी 'आविष्कार' चे आयोजन ३ व ४ ऑक्टोबर रोजी करण्यात आले होते. स्पर्धेच्या समारोप कार्यक्रमाला कुलगुरू, प्र-कुलगुरू, व्यवस्थापन परिषद सदस्य डॉ. गजानन xyxy=(228,1373,365,1470)
abhivadan-col-1 xyxy=(12,1873,149,2106)
short-news-arrow-icon: → xyxy=(12,1089,39,1115)
wet-drought-bullet-2: पीक विम्याच्या रकमेचा बाधित शेतकऱ्यांना तातडीने वितरण करावे, तसेच कर्जवसुलीला स्थगिती द्यावी अशीही मागणी होत आहे. xyxy=(159,754,445,782)
mpda-col4-b: सामाजिक न्याय विभागांतर्गत राबवण्यात येणाऱ्या विविध योजनांसाठी निधी मंजूर करण्यात आला होता. या निधीतून साहित्य खरेदी करण्यासाठी निविदा प्रक्रिया राबवण्यात आली. मात्र या प्रक्रियेत पारदर्शकता नसल्याचे समोर आले आहे. अनेक कंत्राटदारांनी याबाबत तक्रारी नोंदवल्या होत्या. xyxy=(662,1628,789,1754)
swarajya-sub: पैठणला नागपूर कराराच्या अंमलबजावणीसाठी मागणी xyxy=(1176,1121,1397,1134)
section-rule-1 xyxy=(12,613,1489,614)
wet-drought-bullet-4: संपूर्ण राज्यात नुकसानीचे सर्वेक्षण करून प्रत्यक्ष पाहणी करावी आणि शेतकऱ्यांना तत्काळ मदत देण्यात यावी. xyxy=(159,820,445,847)
avishkar-kicker: उत्साहात समारोप : यशवंतराव चव्हाण मुक्त विद्यापीठ नाशिक येथे होणार राज्यस्तरीय स्पर्धा xyxy=(228,1091,646,1107)
short-news-title-1: Short xyxy=(45,1090,100,1114)
lead-subtext-1: आकडेवारीनुसार, राज्यात १२३ सरकारी कंत्राटदारांपैकी १२३ मान्यताप्राप्त असूनही २३ कंत्राटदारांनाच काम मिळाले. प्रक्रियेत संबंधित अधिकाऱ्यांनी नियमांचे उल्लंघन केल्याचे स्पष्ट झाले आहे. xyxy=(315,270,451,353)
flood-sub1-bullet-2: परंतु प्रथमच पारदर्शक पद्धतीने मदत निधीचे वितरण करण्यासाठी स्वतंत्र यंत्रणा उभी करण्यात येणार आहे. xyxy=(1247,804,1385,846)
abhivadan-kicker: बीड जिल्ह्यात माजी मंत्री जयदत्त क्षीरसागर यांनी जाहीर केली भूमिका xyxy=(146,1781,538,1801)
abhivadan-col3-extra: केंद्रीय सतर्कता आयोगाकडे दाखल झालेल्या तक्रारीत म्हटले आहे की, निविदा प्रक्रियेत ठरावीक कंपन्यांना झुकते माप देण्यात आले. तसेच काही कंपन्यांनी एकत्र येऊन रिंग तयार केली आणि दर वाढवून निविदा भरल्या. xyxy=(374,1991,566,2045)
lead-col2-text-c: या प्रकरणी आता राज्य शासनाने चौकशी समिती नेमण्याचा निर्णय घेतला आहे. समितीचा अहवाल प्राप्त झाल्यानंतर दोषींवर कारवाई करण्यात येईल असे विभागाच्या वतीने सांगण्यात आले. xyxy=(165,395,298,478)
avishkar-col4-b: राज्य शासनाने तातडीने पंचनामे करून नुकसानभरपाई जाहीर करावी तसेच पीक विमा कंपन्यांना भरपाई देण्याचे आदेश द्यावेत अशी मागणी शेतकरी संघटनांनी केली आहे. xyxy=(820,1251,958,1320)
flood-relief-story xyxy=(462,621,1489,1073)
instagram-icon[interactable]: ◎ xyxy=(1352,38,1367,54)
abhivadan-sub-2: वक्तव्याला अनेक पदर xyxy=(582,1872,705,1890)
top-mid-byline: ▶ सिल्लोड, (वा.) xyxy=(846,129,906,141)
